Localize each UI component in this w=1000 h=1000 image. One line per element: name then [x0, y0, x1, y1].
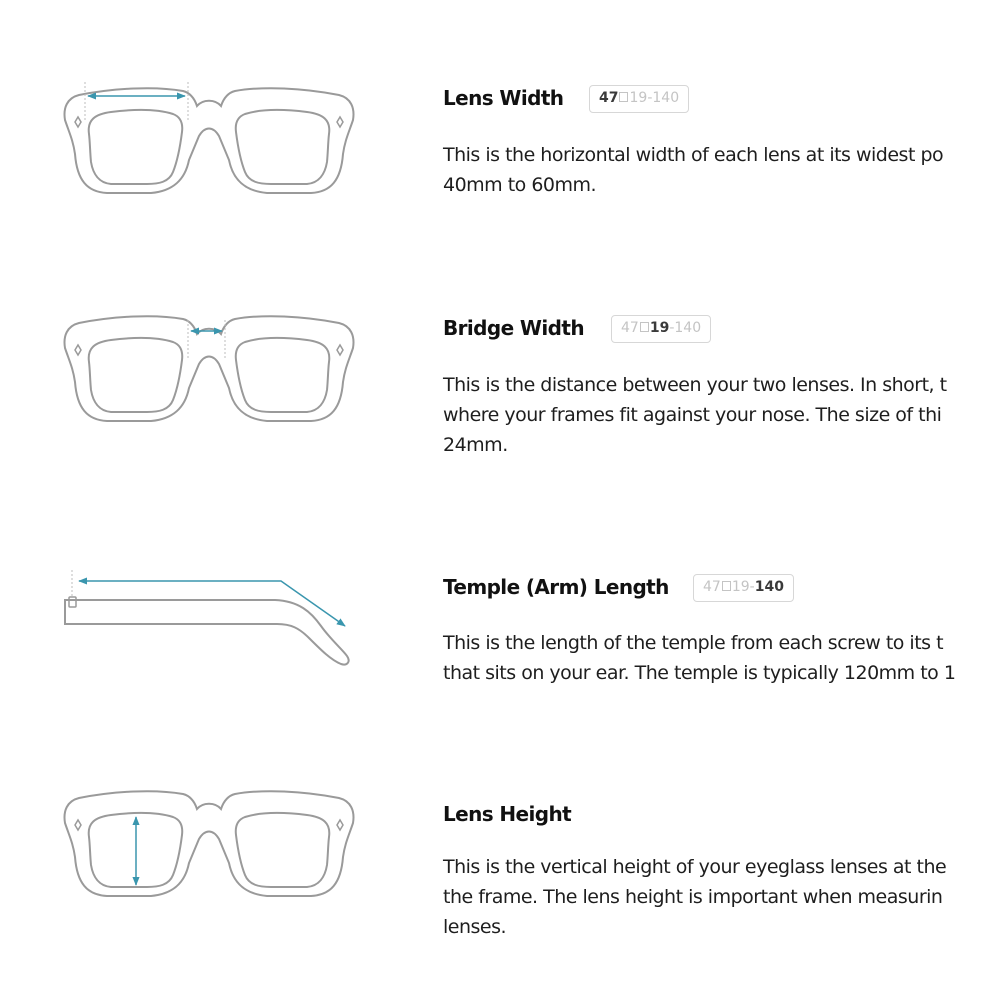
description-line: 24mm.: [443, 434, 508, 456]
bridge-size-value: 19: [731, 579, 750, 595]
section-description: [443, 628, 1000, 688]
description-line: This is the horizontal width of each lens at its widest po: [443, 144, 944, 166]
description-line: This is the distance between your two lenses. In short, t: [443, 374, 947, 396]
size-badge: 47 19-140: [611, 315, 711, 343]
glasses-lens-width-icon: [55, 62, 365, 197]
temple-size-value: 140: [674, 320, 702, 336]
section-title: Lens Width: [443, 86, 564, 110]
glasses-temple-length-icon: [55, 570, 365, 670]
glasses-lens-height-icon: [55, 765, 365, 900]
square-icon: [640, 322, 649, 332]
description-line: 40mm to 60mm.: [443, 174, 597, 196]
section-description: [443, 852, 1000, 942]
square-icon: [619, 92, 628, 102]
lens-size-value: 47: [599, 90, 619, 106]
section-description: [443, 370, 1000, 460]
section-description: [443, 140, 1000, 200]
description-line: This is the length of the temple from each screw to its t: [443, 632, 944, 654]
lens-size-value: 47: [703, 579, 721, 595]
description-line: where your frames fit against your nose. The size of thi: [443, 404, 942, 426]
glasses-bridge-width-icon: [55, 290, 365, 425]
section-title: Bridge Width: [443, 316, 584, 340]
section-title: Lens Height: [443, 802, 572, 826]
square-icon: [722, 581, 731, 591]
size-badge: 47 19-140: [589, 85, 689, 113]
section-title: Temple (Arm) Length: [443, 575, 669, 599]
description-line: lenses.: [443, 916, 507, 938]
description-line: This is the vertical height of your eyeglass lenses at the: [443, 856, 947, 878]
lens-size-value: 47: [621, 320, 639, 336]
bridge-size-value: 19: [629, 90, 648, 106]
description-line: that sits on your ear. The temple is typically 120mm to 1: [443, 662, 956, 684]
temple-size-value: 140: [754, 579, 784, 595]
bridge-size-value: 19: [649, 320, 670, 336]
temple-size-value: 140: [652, 90, 680, 106]
description-line: the frame. The lens height is important when measurin: [443, 886, 943, 908]
size-badge: 47 19-140: [693, 574, 794, 602]
